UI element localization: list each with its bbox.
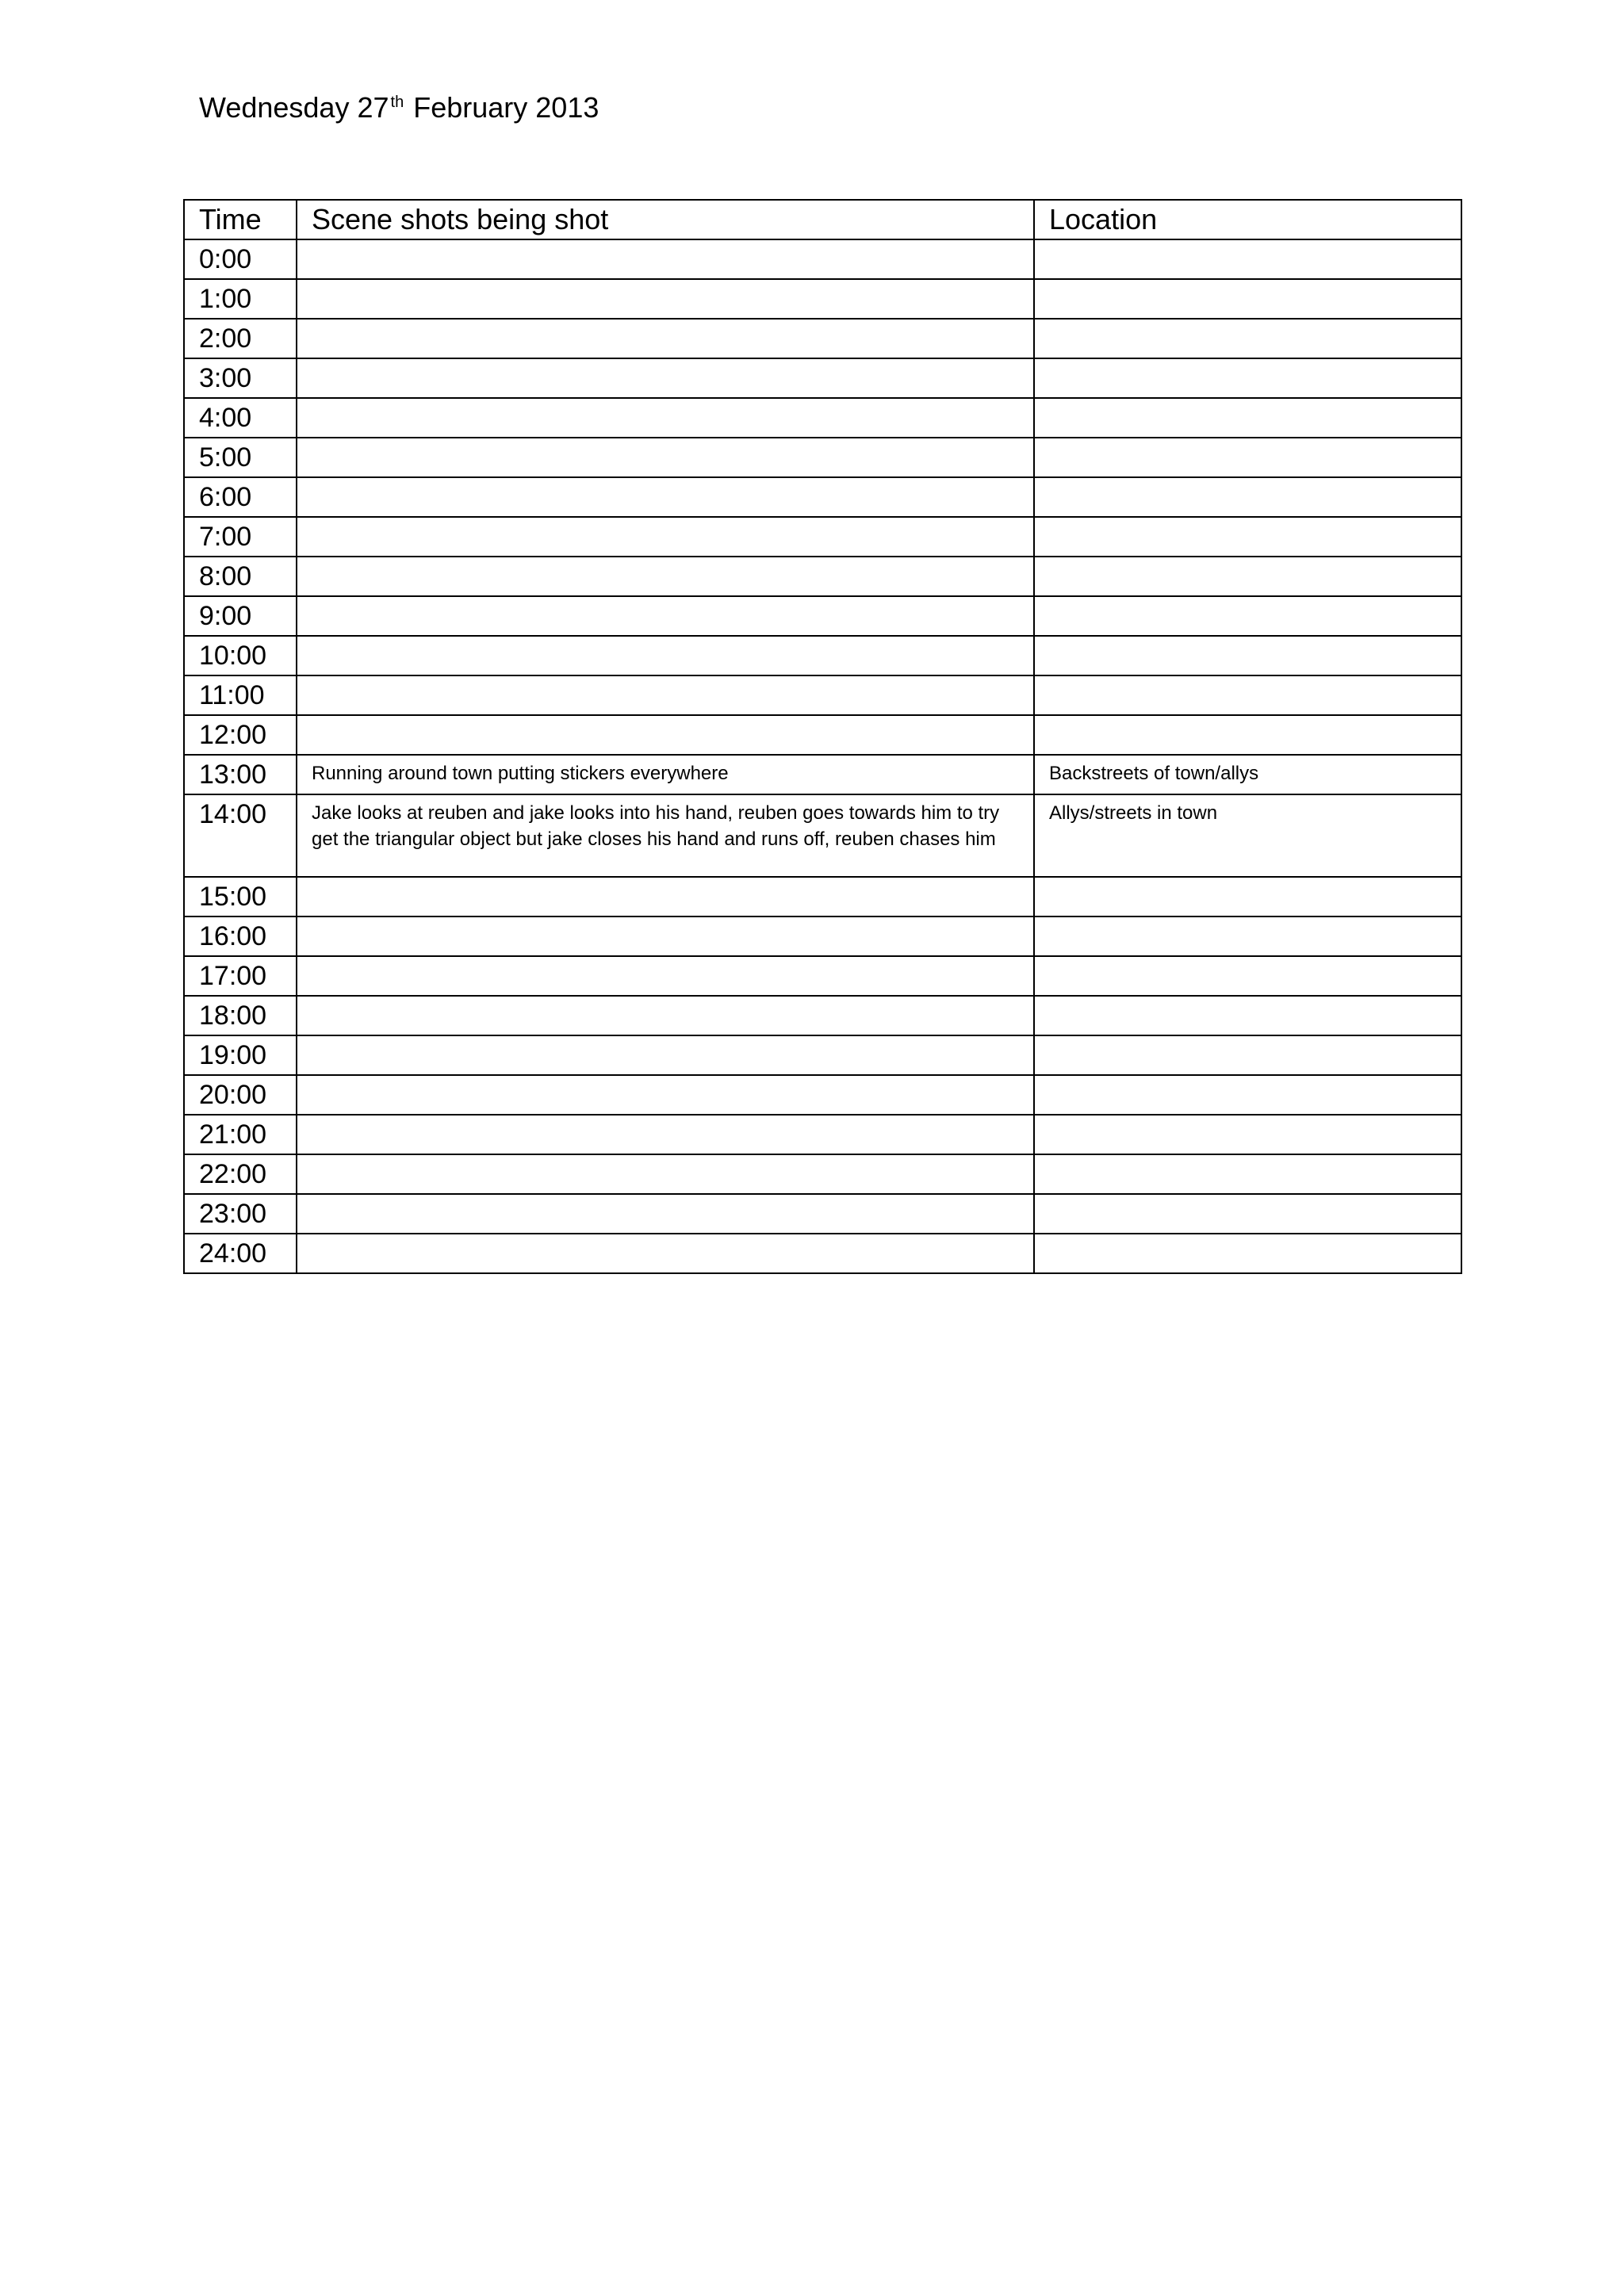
scene-cell (297, 398, 1034, 438)
table-row (184, 517, 1461, 557)
location-cell (1034, 636, 1461, 675)
location-cell (1034, 996, 1461, 1035)
location-cell (1034, 477, 1461, 517)
title-date-ordinal: th (390, 94, 404, 111)
time-cell: 1:00 (184, 279, 297, 319)
table-row (184, 755, 1461, 794)
scene-cell (297, 279, 1034, 319)
time-cell: 2:00 (184, 319, 297, 358)
scene-cell (297, 1154, 1034, 1194)
location-cell (1034, 358, 1461, 398)
time-cell: 13:00 (184, 755, 297, 794)
scene-cell (297, 358, 1034, 398)
table-row (184, 319, 1461, 358)
time-cell: 19:00 (184, 1035, 297, 1075)
location-cell (1034, 596, 1461, 636)
location-cell (1034, 675, 1461, 715)
time-cell: 10:00 (184, 636, 297, 675)
scene-cell (297, 319, 1034, 358)
time-cell: 5:00 (184, 438, 297, 477)
time-cell: 21:00 (184, 1115, 297, 1154)
table-row (184, 877, 1461, 916)
time-cell: 23:00 (184, 1194, 297, 1234)
time-cell: 7:00 (184, 517, 297, 557)
time-cell: 14:00 (184, 794, 297, 877)
table-row (184, 398, 1461, 438)
table-row (184, 1154, 1461, 1194)
location-cell (1034, 877, 1461, 916)
time-cell: 0:00 (184, 239, 297, 279)
time-cell: 16:00 (184, 916, 297, 956)
location-cell (1034, 1115, 1461, 1154)
title-date-suffix: February 2013 (413, 91, 599, 124)
location-cell (1034, 279, 1461, 319)
scene-cell (297, 956, 1034, 996)
time-cell: 4:00 (184, 398, 297, 438)
time-cell: 18:00 (184, 996, 297, 1035)
table-header-row (184, 200, 1461, 239)
scene-cell (297, 996, 1034, 1035)
scene-cell (297, 1115, 1034, 1154)
table-row (184, 675, 1461, 715)
header-time: Time (184, 200, 297, 239)
header-location: Location (1034, 200, 1461, 239)
location-cell: Backstreets of town/allys (1034, 755, 1461, 794)
location-cell (1034, 319, 1461, 358)
table-row (184, 1234, 1461, 1273)
location-cell (1034, 1234, 1461, 1273)
scene-cell: Running around town putting stickers everywhere (297, 755, 1034, 794)
location-cell (1034, 517, 1461, 557)
scene-cell (297, 1234, 1034, 1273)
location-cell (1034, 398, 1461, 438)
table-row (184, 438, 1461, 477)
location-cell (1034, 1035, 1461, 1075)
location-cell (1034, 1154, 1461, 1194)
scene-cell (297, 1075, 1034, 1115)
table-row (184, 956, 1461, 996)
time-cell: 8:00 (184, 557, 297, 596)
time-cell: 15:00 (184, 877, 297, 916)
scene-cell (297, 1035, 1034, 1075)
time-cell: 20:00 (184, 1075, 297, 1115)
table-row (184, 794, 1461, 877)
location-cell (1034, 956, 1461, 996)
scene-cell (297, 916, 1034, 956)
location-cell (1034, 438, 1461, 477)
scene-cell (297, 239, 1034, 279)
scene-cell (297, 438, 1034, 477)
table-row (184, 1194, 1461, 1234)
location-cell (1034, 1194, 1461, 1234)
scene-cell (297, 675, 1034, 715)
scene-cell (297, 477, 1034, 517)
time-cell: 6:00 (184, 477, 297, 517)
scene-cell (297, 596, 1034, 636)
time-cell: 17:00 (184, 956, 297, 996)
table-row (184, 996, 1461, 1035)
scene-cell (297, 557, 1034, 596)
table-row (184, 916, 1461, 956)
table-row (184, 636, 1461, 675)
page-title (199, 91, 599, 124)
table-row (184, 557, 1461, 596)
table-row (184, 1115, 1461, 1154)
table-row (184, 596, 1461, 636)
scene-cell (297, 517, 1034, 557)
scene-cell (297, 715, 1034, 755)
table-row (184, 1075, 1461, 1115)
shooting-schedule-table (183, 199, 1462, 1274)
table-body (184, 239, 1461, 1273)
scene-cell: Jake looks at reuben and jake looks into his hand, reuben goes towards him to try get the triangular object but jake closes his hand and runs off, reuben chases him (297, 794, 1034, 877)
location-cell (1034, 715, 1461, 755)
time-cell: 12:00 (184, 715, 297, 755)
header-scene-shots: Scene shots being shot (297, 200, 1034, 239)
location-cell (1034, 1075, 1461, 1115)
title-date-prefix: Wednesday 27 (199, 91, 389, 124)
time-cell: 11:00 (184, 675, 297, 715)
table-row (184, 1035, 1461, 1075)
location-cell: Allys/streets in town (1034, 794, 1461, 877)
table-row (184, 358, 1461, 398)
table-row (184, 477, 1461, 517)
location-cell (1034, 916, 1461, 956)
scene-cell (297, 636, 1034, 675)
location-cell (1034, 239, 1461, 279)
table-row (184, 715, 1461, 755)
table-row (184, 279, 1461, 319)
table-row (184, 239, 1461, 279)
scene-cell (297, 1194, 1034, 1234)
time-cell: 9:00 (184, 596, 297, 636)
scene-cell (297, 877, 1034, 916)
location-cell (1034, 557, 1461, 596)
time-cell: 24:00 (184, 1234, 297, 1273)
time-cell: 3:00 (184, 358, 297, 398)
time-cell: 22:00 (184, 1154, 297, 1194)
